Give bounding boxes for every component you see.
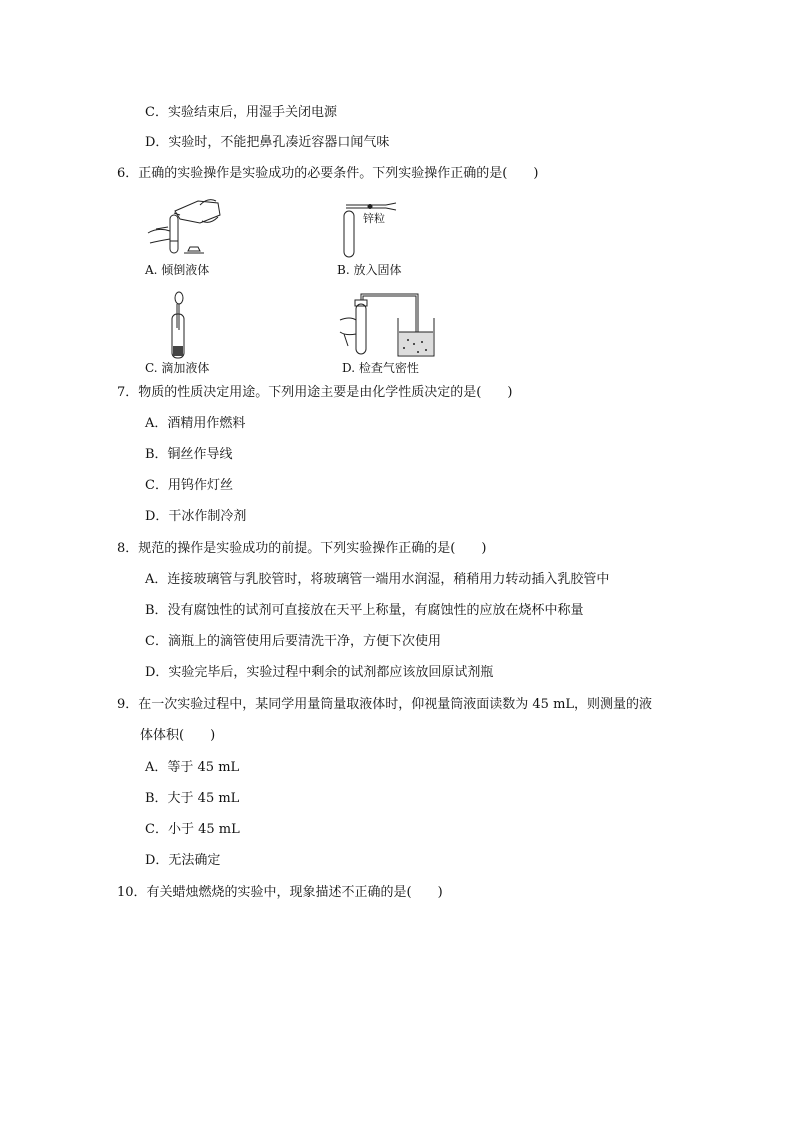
q7-stem: 7．物质的性质决定用途。下列用途主要是由化学性质决定的是( )	[117, 385, 513, 400]
q9-stem-line2: 体体积( )	[140, 728, 216, 743]
figure-d-airtightness	[330, 290, 440, 362]
q8-option-a: A．连接玻璃管与乳胶管时，将玻璃管一端用水润湿，稍稍用力转动插入乳胶管中	[145, 572, 610, 587]
q10-stem: 10．有关蜡烛燃烧的实验中，现象描述不正确的是( )	[117, 885, 443, 900]
figure-c-dropping-liquid	[160, 290, 200, 360]
figure-a-pouring-liquid	[140, 193, 230, 263]
figure-b-label-zinc: 锌粒	[363, 212, 385, 225]
q6-stem: 6．正确的实验操作是实验成功的必要条件。下列实验操作正确的是( )	[117, 166, 539, 181]
q9-option-a: A．等于 45 mL	[145, 760, 240, 775]
figure-b-caption: B. 放入固体	[337, 263, 402, 277]
q8-option-d: D．实验完毕后，实验过程中剩余的试剂都应该放回原试剂瓶	[145, 665, 494, 680]
q8-option-b: B．没有腐蚀性的试剂可直接放在天平上称量，有腐蚀性的应放在烧杯中称量	[145, 603, 584, 618]
q7-option-c: C．用钨作灯丝	[145, 478, 233, 493]
figure-c-caption: C. 滴加液体	[145, 361, 210, 375]
q5-option-c: C．实验结束后，用湿手关闭电源	[145, 105, 337, 120]
q8-option-c: C．滴瓶上的滴管使用后要清洗干净，方便下次使用	[145, 634, 441, 649]
q9-option-b: B．大于 45 mL	[145, 791, 240, 806]
figure-d-caption: D. 检查气密性	[342, 361, 419, 375]
q7-option-d: D．干冰作制冷剂	[145, 509, 247, 524]
q9-stem-line1: 9．在一次实验过程中，某同学用量筒量取液体时，仰视量筒液面读数为 45 mL，则测量的液	[117, 697, 653, 712]
figure-a-caption: A. 倾倒液体	[145, 263, 210, 277]
q9-option-c: C．小于 45 mL	[145, 822, 240, 837]
figure-b-adding-solid	[330, 193, 410, 263]
q5-option-d: D．实验时，不能把鼻孔凑近容器口闻气味	[145, 135, 390, 150]
q9-option-d: D．无法确定	[145, 853, 221, 868]
q7-option-a: A．酒精用作燃料	[145, 416, 246, 431]
q8-stem: 8．规范的操作是实验成功的前提。下列实验操作正确的是( )	[117, 541, 487, 556]
q7-option-b: B．铜丝作导线	[145, 447, 233, 462]
